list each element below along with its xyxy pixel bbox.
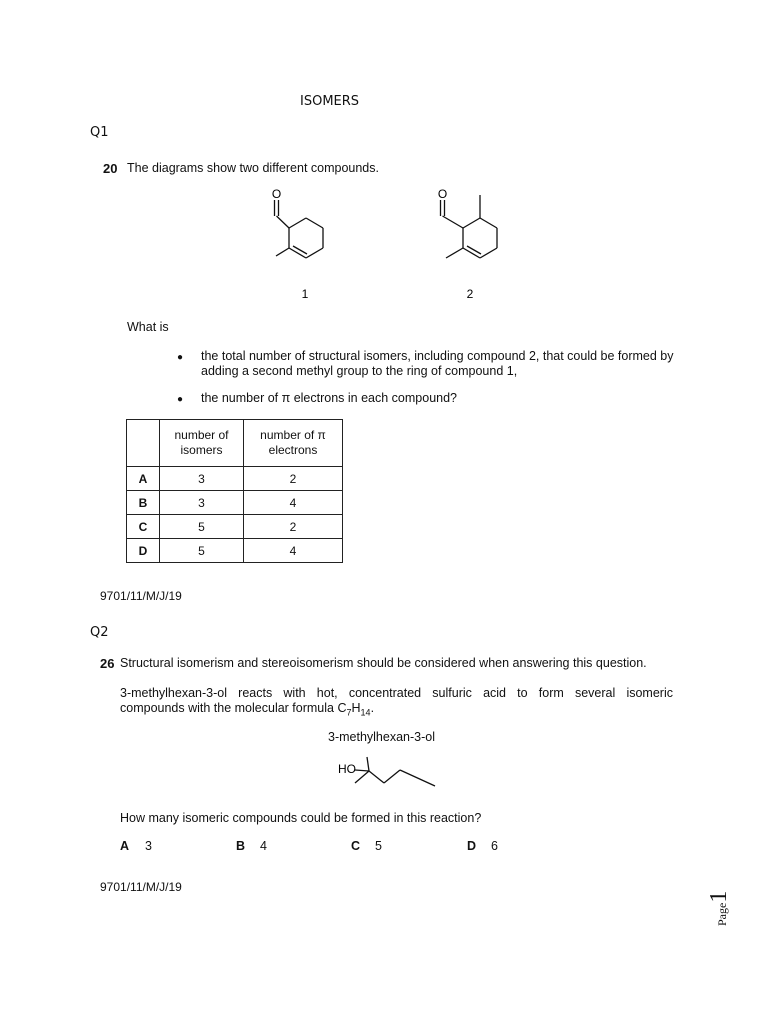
isomer-count: 3 <box>160 491 244 515</box>
choice-d-value: 6 <box>491 839 498 853</box>
electron-count: 2 <box>244 515 343 539</box>
electron-count: 4 <box>244 539 343 563</box>
formula-carbon-count: 7 <box>346 707 352 718</box>
oxygen-label-compound-2: O <box>437 187 448 201</box>
hydroxyl-label: HO <box>338 762 356 776</box>
compound-structures-diagram <box>260 180 540 305</box>
question-stem-20: The diagrams show two different compounds. <box>127 161 379 175</box>
table-header-electrons: number of π electrons <box>244 420 343 467</box>
formula-hydrogen-count: 14 <box>360 707 371 718</box>
answer-table <box>126 419 343 563</box>
formula-prefix: compounds with the molecular formula C <box>120 701 347 715</box>
bullet-item-isomers: the total number of structural isomers, including compound 2, that could be formed by adding a second methyl group to the ring of compound 1, <box>201 349 674 378</box>
option-letter: A <box>127 467 160 491</box>
compound-label-1: 1 <box>301 287 309 301</box>
table-header-row <box>127 420 343 467</box>
table-row <box>127 515 343 539</box>
electron-count: 2 <box>244 467 343 491</box>
source-reference-q2: 9701/11/M/J/19 <box>100 880 182 894</box>
page-number-footer <box>706 886 746 926</box>
question-stem-26: Structural isomerism and stereoisomerism should be considered when answering this question. <box>120 656 647 670</box>
isomer-count: 5 <box>160 539 244 563</box>
option-letter: D <box>127 539 160 563</box>
source-reference-q1: 9701/11/M/J/19 <box>100 589 182 603</box>
formula-hydrogen: H <box>351 701 361 715</box>
choice-b-value: 4 <box>260 839 267 853</box>
table-row <box>127 467 343 491</box>
choice-d-letter: D <box>467 839 477 853</box>
oxygen-label-compound-1: O <box>271 187 282 201</box>
bullet-icon: ● <box>177 394 184 405</box>
question-label-q2: Q2 <box>90 625 109 640</box>
page-number: 1 <box>706 890 732 903</box>
choice-a-letter: A <box>120 839 130 853</box>
page-word: Page <box>715 902 729 926</box>
formula-end: . <box>370 701 375 715</box>
isomer-count: 5 <box>160 515 244 539</box>
table-header-blank <box>127 420 160 467</box>
table-row <box>127 491 343 515</box>
choice-b-letter: B <box>236 839 246 853</box>
choice-a-value: 3 <box>145 839 152 853</box>
what-is-prompt: What is <box>127 320 169 334</box>
option-letter: C <box>127 515 160 539</box>
choice-c-letter: C <box>351 839 361 853</box>
bullet-item-electrons: the number of π electrons in each compound? <box>201 391 457 405</box>
choice-c-value: 5 <box>375 839 382 853</box>
page-title: ISOMERS <box>300 94 360 109</box>
isomer-count: 3 <box>160 467 244 491</box>
compound-label-2: 2 <box>466 287 474 301</box>
question-number-20: 20 <box>103 161 118 176</box>
reaction-question: How many isomeric compounds could be formed in this reaction? <box>120 811 482 825</box>
option-letter: B <box>127 491 160 515</box>
table-row <box>127 539 343 563</box>
reaction-description-line-2 <box>120 701 374 721</box>
bullet-icon: ● <box>177 352 184 363</box>
structure-name-label: 3-methylhexan-3-ol <box>328 730 435 744</box>
electron-count: 4 <box>244 491 343 515</box>
table-header-isomers: number of isomers <box>160 420 244 467</box>
methylhexanol-structure-diagram <box>330 752 450 802</box>
question-number-26: 26 <box>100 656 115 671</box>
reaction-description-line-1: 3-methylhexan-3-ol reacts with hot, concentrated sulfuric acid to form several isomeric <box>120 686 673 700</box>
question-label-q1: Q1 <box>90 125 109 140</box>
